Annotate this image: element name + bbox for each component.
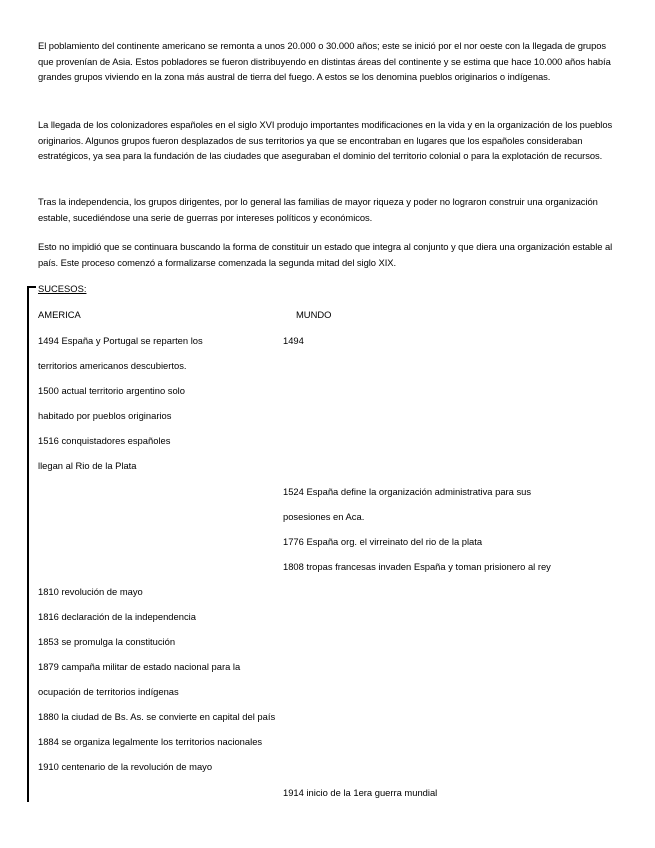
america-event: 1494 España y Portugal se reparten los xyxy=(38,335,203,346)
america-event: habitado por pueblos originarios xyxy=(38,410,172,421)
america-event: 1500 actual territorio argentino solo xyxy=(38,385,185,396)
america-event: 1910 centenario de la revolución de mayo xyxy=(38,761,213,772)
mundo-event: 1524 España define la organización administrativa para sus xyxy=(283,486,532,497)
america-event: llegan al Rio de la Plata xyxy=(38,460,137,471)
mundo-column-header: MUNDO xyxy=(296,309,332,320)
timeline-tick xyxy=(27,286,36,288)
america-event: ocupación de territorios indígenas xyxy=(38,686,179,697)
timeline-heading: SUCESOS: xyxy=(38,283,87,294)
mundo-event: 1914 inicio de la 1era guerra mundial xyxy=(283,787,438,798)
mundo-event: 1808 tropas francesas invaden España y toman prisionero al rey xyxy=(283,561,551,572)
america-event: 1880 la ciudad de Bs. As. se convierte en capital del país xyxy=(38,711,276,722)
state-formation-paragraph: Esto no impidió que se continuara buscando la forma de constituir un estado que integra al conjunto y que diera una organización estable al país. Este proceso comenzó a formalizarse comenzada la segunda mitad del siglo XIX. xyxy=(38,241,613,268)
america-event: 1884 se organiza legalmente los territorios nacionales xyxy=(38,736,263,747)
america-column-header: AMERICA xyxy=(38,309,81,320)
america-event: 1810 revolución de mayo xyxy=(38,586,143,597)
america-event: territorios americanos descubiertos. xyxy=(38,360,187,371)
colonization-paragraph: La llegada de los colonizadores españoles en el siglo XVI produjo importantes modificaciones en la vida y en la organización de los pueblos originarios. Algunos grupos fueron desplazados de sus territorios ya que se encontraban en lugares que los españoles consideraban estratégicos, ya sea para la fundación de las ciudades que aseguraban el dominio del territorio colonial o para la explotación de recursos. xyxy=(38,119,613,161)
intro-paragraph: El poblamiento del continente americano se remonta a unos 20.000 o 30.000 años; este se inició por el nor oeste con la llegada de grupos que provenían de Asia. Estos pobladores se fueron distribuyendo en distintas áreas del continente y se estima que hace 10.000 años había grandes grupos viviendo en la zona más austral de tierra del fuego. A estos se los denomina pueblos originarios o indígenas. xyxy=(38,40,611,82)
america-event: 1516 conquistadores españoles xyxy=(38,435,171,446)
independence-paragraph: Tras la independencia, los grupos dirigentes, por lo general las familias de mayor riqueza y poder no lograron construir una organización estable, sucediéndose una serie de guerras por intereses políticos y económicos. xyxy=(38,196,598,223)
america-event: 1816 declaración de la independencia xyxy=(38,611,196,622)
mundo-event: posesiones en Aca. xyxy=(283,511,365,522)
america-event: 1853 se promulga la constitución xyxy=(38,636,176,647)
mundo-event: 1776 España org. el virreinato del rio de la plata xyxy=(283,536,483,547)
timeline-bar xyxy=(27,286,29,802)
america-event: 1879 campaña militar de estado nacional para la xyxy=(38,661,241,672)
mundo-event: 1494 xyxy=(283,335,304,346)
